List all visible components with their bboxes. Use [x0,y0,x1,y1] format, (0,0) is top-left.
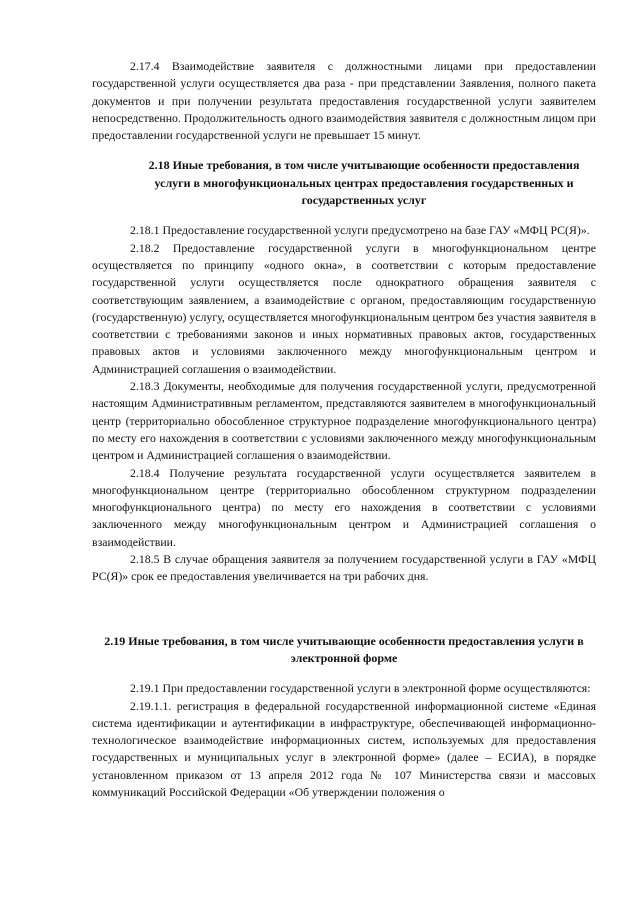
paragraph-2-19-1: 2.19.1 При предоставлении государственной услуги в электронной форме осуществляются: [130,681,591,696]
paragraph-2-18-5: 2.18.5 В случае обращения заявителя за получением государственной услуги в ГАУ «МФЦ РС(Я)» срок ее предоставления увеличивается на три рабочих дня. [92,552,596,584]
paragraph-2-18-1: 2.18.1 Предоставление государственной услуги предусмотрено на базе ГАУ «МФЦ РС(Я)». [130,223,590,238]
paragraph-2-18-4: 2.18.4 Получение результата государственной услуги осуществляется заявителем в многофункциональном центре (территориально обособленном структурном подразделении многофункционального центра) по месту его нахождения в соответствии с условиями заключенного между многофункциональным центром и Администрацией соглашения о взаимодействии. [92,465,596,549]
paragraph-2-19-1-1: 2.19.1.1. регистрация в федеральной государственной информационной системе «Единая система идентификации и аутентификации в инфраструктуре, обеспечивающей информационно-технологическое взаимодействие информационных систем, используемых для предоставления государственных и муниципальных услуг в электронной форме» (далее – ЕСИА), в порядке установленном приказом от 13 апреля 2012 года № 107 Министерства связи и массовых коммуникаций Российской Федерации «Об утверждении положения о [92,698,596,799]
paragraph-2-17-4: 2.17.4 Взаимодействие заявителя с должностными лицами при предоставлении государственной услуги осуществляется два раза - при представлении Заявления, полного пакета документов и при получении результата предоставления государственной услуги заявителем непосредственно. Продолжительность одного взаимодействия заявителя с должностным лицом при предоставлении государственной услуги не превышает 15 минут. [92,59,596,143]
paragraph-2-18-3: 2.18.3 Документы, необходимые для получения государственной услуги, предусмотренной настоящим Административным регламентом, представляются заявителем в многофункциональный центр (территориально обособленное структурное подразделение многофункционального центра) по месту его нахождения в соответствии с условиями заключенного между многофункциональным центром и Администрацией соглашения о взаимодействии. [92,379,596,463]
section-heading-2-18: 2.18 Иные требования, в том числе учитывающие особенности предоставления услуги в многофункциональных центрах предоставления государственных и государственных услуг [148,158,580,208]
section-heading-2-19: 2.19 Иные требования, в том числе учитывающие особенности предоставления услуги в электронной форме [104,633,584,665]
document-body [92,58,596,801]
paragraph-2-18-2: 2.18.2 Предоставление государственной услуги в многофункциональном центре осуществляется по принципу «одного окна», в соответствии с которым предоставление государственной услуги осуществляется после однократного обращения заявителя с соответствующим заявлением, а взаимодействие с органом, предоставляющим государственную (государственную) услугу, осуществляется многофункциональным центром без участия заявителя в соответствии с требованиями законов и иных нормативных правовых актов, государственных правовых актов и условиями заключенного между многофункциональным центром и Администрацией соглашения о взаимодействии. [92,240,596,376]
